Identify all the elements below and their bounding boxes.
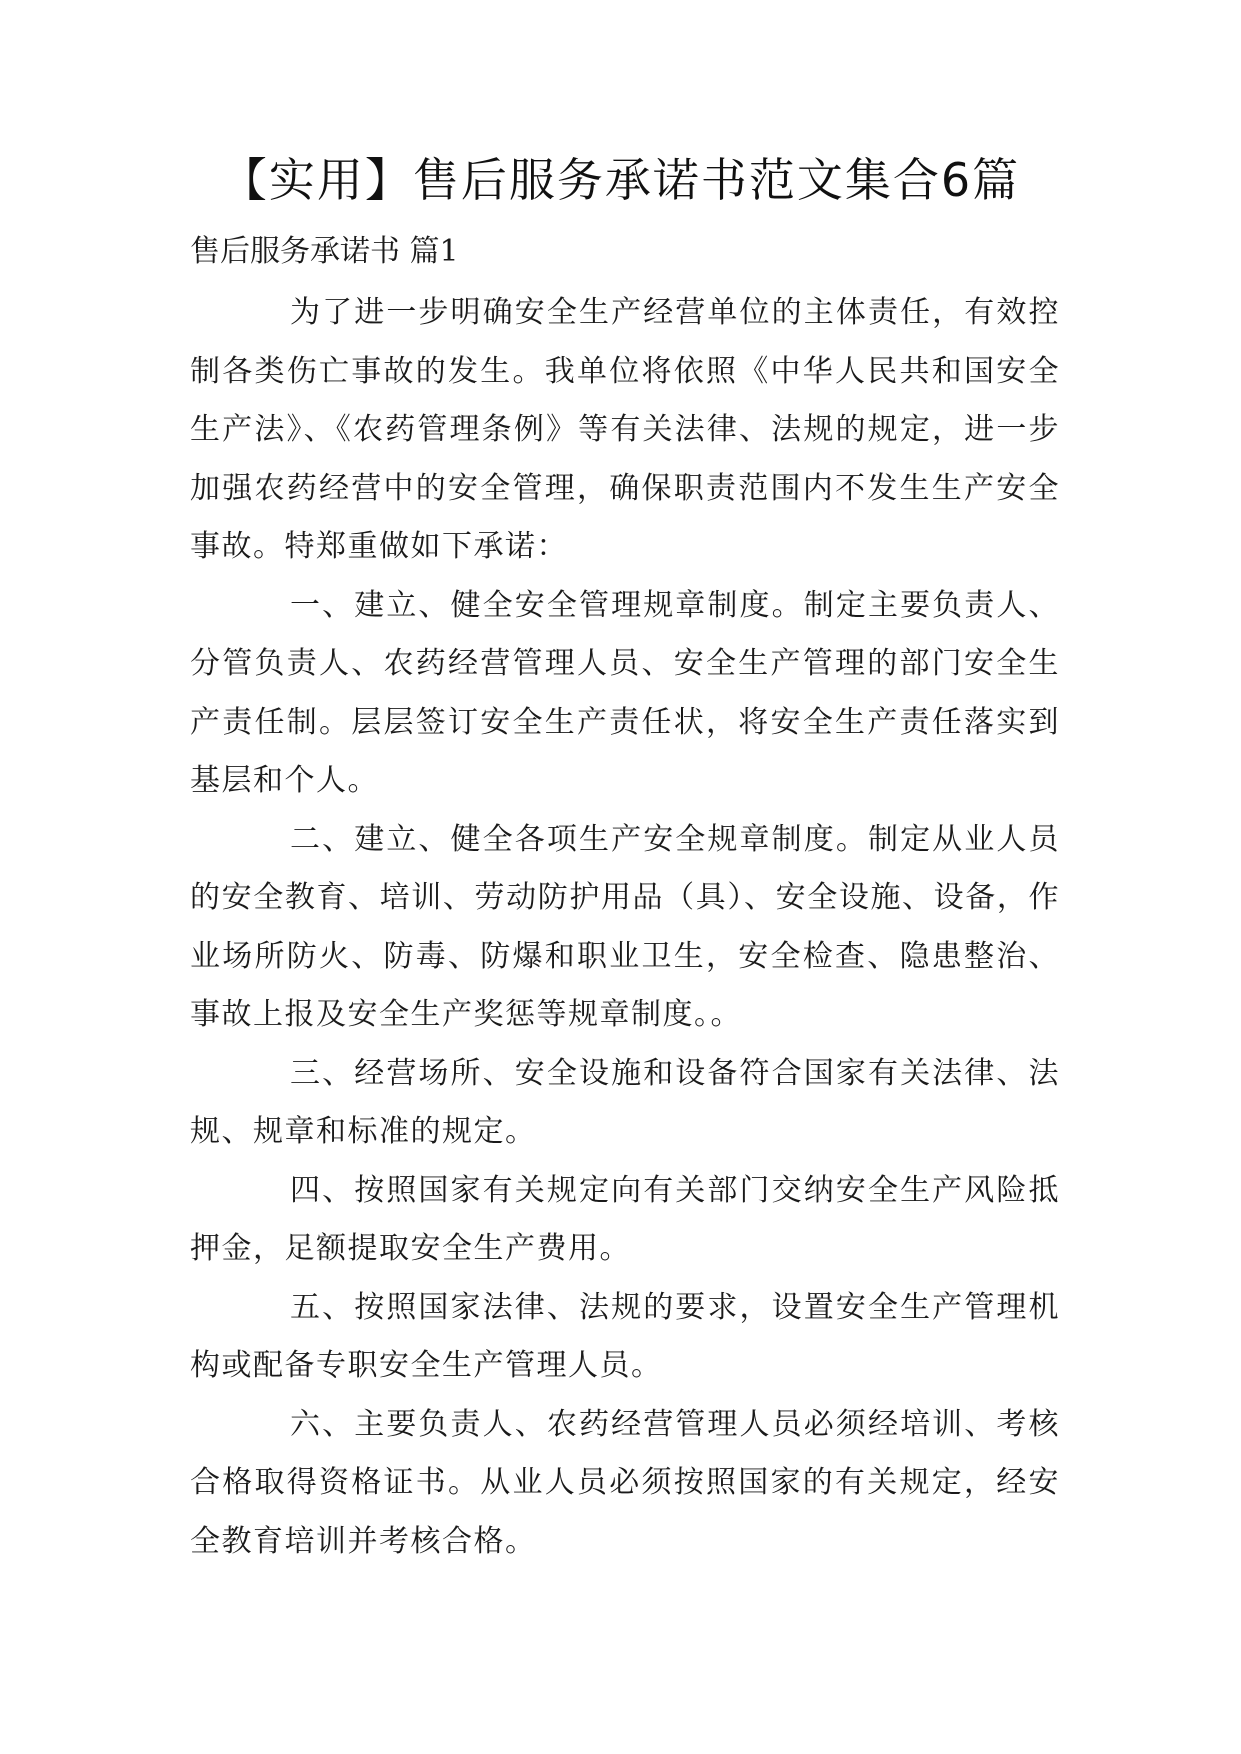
- paragraph-item-1: 一、建立、健全安全管理规章制度。制定主要负责人、分管负责人、农药经营管理人员、安全生产管理的部门安全生产责任制。层层签订安全生产责任状，将安全生产责任落实到基层和个人。: [190, 587, 1060, 798]
- paragraph-item-5: 五、按照国家法律、法规的要求，设置安全生产管理机构或配备专职安全生产管理人员。: [190, 1289, 1060, 1383]
- paragraph-item-6: 六、主要负责人、农药经营管理人员必须经培训、考核合格取得资格证书。从业人员必须按照国家的有关规定，经安全教育培训并考核合格。: [190, 1406, 1060, 1559]
- paragraph-intro: 为了进一步明确安全生产经营单位的主体责任，有效控制各类伤亡事故的发生。我单位将依照《中华人民共和国安全生产法》、《农药管理条例》等有关法律、法规的规定，进一步加强农药经营中的安全管理，确保职责范围内不发生生产安全事故。特郑重做如下承诺：: [190, 295, 1060, 564]
- paragraph-item-4: 四、按照国家有关规定向有关部门交纳安全生产风险抵押金，足额提取安全生产费用。: [190, 1172, 1060, 1266]
- section-heading: 售后服务承诺书 篇1: [190, 234, 459, 269]
- document-body: [190, 284, 1060, 1571]
- paragraph-item-3: 三、经营场所、安全设施和设备符合国家有关法律、法规、规章和标准的规定。: [190, 1055, 1060, 1149]
- document-title: 【实用】售后服务承诺书范文集合6篇: [220, 153, 1021, 207]
- paragraph-item-2: 二、建立、健全各项生产安全规章制度。制定从业人员的安全教育、培训、劳动防护用品（具）、安全设施、设备，作业场所防火、防毒、防爆和职业卫生，安全检查、隐患整治、事故上报及安全生产奖惩等规章制度。。: [190, 821, 1060, 1032]
